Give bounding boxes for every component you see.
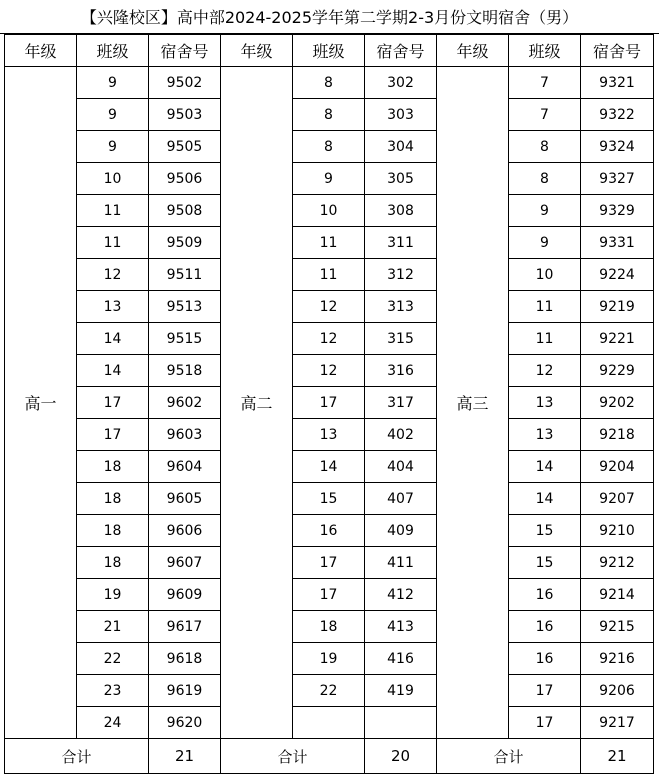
header-cell-class-2[interactable]: 班级 (293, 35, 365, 67)
room-cell[interactable]: 316 (365, 355, 437, 387)
room-cell[interactable]: 315 (365, 323, 437, 355)
class-cell[interactable]: 11 (293, 227, 365, 259)
table-row (5, 355, 654, 387)
total-label-cell[interactable]: 合计 (221, 739, 365, 774)
class-cell[interactable]: 13 (509, 387, 581, 419)
class-cell[interactable]: 11 (509, 291, 581, 323)
class-cell[interactable]: 9 (509, 227, 581, 259)
class-cell[interactable]: 19 (77, 579, 149, 611)
room-cell[interactable]: 419 (365, 675, 437, 707)
grade-cell[interactable]: 高一 (5, 67, 77, 739)
room-cell[interactable]: 407 (365, 483, 437, 515)
class-cell[interactable]: 17 (77, 419, 149, 451)
class-cell[interactable]: 11 (77, 195, 149, 227)
table-row (5, 419, 654, 451)
header-cell-room-1[interactable]: 宿舍号 (149, 35, 221, 67)
class-cell[interactable]: 12 (509, 355, 581, 387)
class-cell[interactable]: 13 (509, 419, 581, 451)
class-cell[interactable]: 14 (293, 451, 365, 483)
room-cell[interactable]: 9206 (581, 675, 654, 707)
room-cell[interactable]: 9210 (581, 515, 654, 547)
room-cell[interactable]: 9221 (581, 323, 654, 355)
class-cell[interactable]: 7 (509, 67, 581, 99)
room-cell[interactable]: 9604 (149, 451, 221, 483)
room-cell[interactable]: 9224 (581, 259, 654, 291)
table-row (5, 67, 654, 99)
class-cell[interactable]: 16 (509, 643, 581, 675)
class-cell[interactable]: 15 (509, 515, 581, 547)
room-cell[interactable]: 311 (365, 227, 437, 259)
class-cell[interactable]: 24 (77, 707, 149, 739)
room-cell[interactable]: 9215 (581, 611, 654, 643)
room-cell[interactable]: 9619 (149, 675, 221, 707)
class-cell[interactable]: 22 (293, 675, 365, 707)
grade-cell[interactable]: 高二 (221, 67, 293, 739)
table-row (5, 163, 654, 195)
room-cell[interactable]: 9515 (149, 323, 221, 355)
room-cell[interactable]: 9207 (581, 483, 654, 515)
room-cell[interactable]: 9518 (149, 355, 221, 387)
room-cell[interactable]: 308 (365, 195, 437, 227)
table-row (5, 323, 654, 355)
class-cell[interactable]: 14 (77, 323, 149, 355)
total-value-cell[interactable]: 20 (365, 739, 437, 774)
room-cell[interactable]: 9331 (581, 227, 654, 259)
class-cell[interactable]: 11 (509, 323, 581, 355)
table-row (5, 547, 654, 579)
class-cell[interactable]: 22 (77, 643, 149, 675)
class-cell[interactable]: 10 (77, 163, 149, 195)
table-row (5, 259, 654, 291)
room-cell[interactable]: 9321 (581, 67, 654, 99)
room-cell[interactable]: 9509 (149, 227, 221, 259)
room-cell[interactable]: 9327 (581, 163, 654, 195)
class-cell[interactable]: 8 (293, 131, 365, 163)
header-cell-room-2[interactable]: 宿舍号 (365, 35, 437, 67)
class-cell[interactable]: 10 (509, 259, 581, 291)
total-value-cell[interactable]: 21 (149, 739, 221, 774)
total-label-cell[interactable]: 合计 (437, 739, 581, 774)
table-row (5, 611, 654, 643)
table-row (5, 675, 654, 707)
class-cell[interactable]: 16 (293, 515, 365, 547)
class-cell[interactable]: 14 (509, 483, 581, 515)
room-cell[interactable]: 312 (365, 259, 437, 291)
room-cell[interactable] (365, 707, 437, 739)
table-row (5, 579, 654, 611)
room-cell[interactable]: 9618 (149, 643, 221, 675)
class-cell[interactable]: 16 (509, 579, 581, 611)
room-cell[interactable]: 9229 (581, 355, 654, 387)
room-cell[interactable]: 9202 (581, 387, 654, 419)
class-cell[interactable]: 8 (509, 131, 581, 163)
class-cell[interactable]: 8 (293, 67, 365, 99)
room-cell[interactable]: 409 (365, 515, 437, 547)
room-cell[interactable]: 9216 (581, 643, 654, 675)
class-cell[interactable]: 21 (77, 611, 149, 643)
room-cell[interactable]: 304 (365, 131, 437, 163)
class-cell[interactable]: 7 (509, 99, 581, 131)
table-row (5, 99, 654, 131)
table-row (5, 131, 654, 163)
header-cell-grade-2[interactable]: 年级 (221, 35, 293, 67)
room-cell[interactable]: 9508 (149, 195, 221, 227)
room-cell[interactable]: 9609 (149, 579, 221, 611)
room-cell[interactable]: 9503 (149, 99, 221, 131)
room-cell[interactable]: 402 (365, 419, 437, 451)
room-cell[interactable]: 9219 (581, 291, 654, 323)
class-cell[interactable]: 9 (77, 99, 149, 131)
class-cell[interactable]: 12 (77, 259, 149, 291)
room-cell[interactable]: 413 (365, 611, 437, 643)
class-cell[interactable]: 12 (293, 323, 365, 355)
total-value-cell[interactable]: 21 (581, 739, 654, 774)
class-cell[interactable]: 9 (509, 195, 581, 227)
room-cell[interactable]: 9620 (149, 707, 221, 739)
class-cell[interactable]: 18 (77, 515, 149, 547)
class-cell[interactable]: 9 (77, 131, 149, 163)
class-cell[interactable]: 14 (509, 451, 581, 483)
table-row (5, 483, 654, 515)
room-cell[interactable]: 9204 (581, 451, 654, 483)
room-cell[interactable]: 9218 (581, 419, 654, 451)
room-cell[interactable]: 9217 (581, 707, 654, 739)
room-cell[interactable]: 412 (365, 579, 437, 611)
room-cell[interactable]: 305 (365, 163, 437, 195)
class-cell[interactable]: 16 (509, 611, 581, 643)
class-cell[interactable]: 17 (293, 387, 365, 419)
room-cell[interactable]: 404 (365, 451, 437, 483)
room-cell[interactable]: 9329 (581, 195, 654, 227)
class-cell[interactable]: 23 (77, 675, 149, 707)
class-cell[interactable]: 10 (293, 195, 365, 227)
room-cell[interactable]: 9214 (581, 579, 654, 611)
table-row (5, 387, 654, 419)
room-cell[interactable]: 9505 (149, 131, 221, 163)
class-cell[interactable]: 9 (293, 163, 365, 195)
class-cell[interactable]: 17 (293, 579, 365, 611)
room-cell[interactable]: 317 (365, 387, 437, 419)
class-cell[interactable]: 15 (509, 547, 581, 579)
room-cell[interactable]: 9603 (149, 419, 221, 451)
class-cell[interactable]: 13 (77, 291, 149, 323)
table-row (5, 707, 654, 739)
class-cell[interactable]: 17 (509, 675, 581, 707)
room-cell[interactable]: 9322 (581, 99, 654, 131)
class-cell[interactable]: 17 (77, 387, 149, 419)
room-cell[interactable]: 9324 (581, 131, 654, 163)
room-cell[interactable]: 416 (365, 643, 437, 675)
class-cell[interactable]: 19 (293, 643, 365, 675)
class-cell[interactable]: 14 (77, 355, 149, 387)
room-cell[interactable]: 9602 (149, 387, 221, 419)
class-cell[interactable]: 13 (293, 419, 365, 451)
class-cell[interactable] (293, 707, 365, 739)
grade-cell[interactable]: 高三 (437, 67, 509, 739)
class-cell[interactable]: 9 (77, 67, 149, 99)
class-cell[interactable]: 17 (509, 707, 581, 739)
class-cell[interactable]: 18 (77, 483, 149, 515)
header-row (5, 35, 654, 67)
room-cell[interactable]: 9506 (149, 163, 221, 195)
header-cell-room-3[interactable]: 宿舍号 (581, 35, 654, 67)
room-cell[interactable]: 9606 (149, 515, 221, 547)
header-cell-class-3[interactable]: 班级 (509, 35, 581, 67)
room-cell[interactable]: 411 (365, 547, 437, 579)
table-row (5, 451, 654, 483)
room-cell[interactable]: 9605 (149, 483, 221, 515)
sheet-title: 【兴隆校区】高中部2024-2025学年第二学期2-3月份文明宿舍（男） (0, 0, 659, 34)
class-cell[interactable]: 18 (77, 451, 149, 483)
table-row (5, 195, 654, 227)
total-row (5, 739, 654, 774)
room-cell[interactable]: 9212 (581, 547, 654, 579)
class-cell[interactable]: 11 (77, 227, 149, 259)
table-row (5, 515, 654, 547)
class-cell[interactable]: 12 (293, 355, 365, 387)
class-cell[interactable]: 15 (293, 483, 365, 515)
header-cell-grade-3[interactable]: 年级 (437, 35, 509, 67)
room-cell[interactable]: 302 (365, 67, 437, 99)
class-cell[interactable]: 11 (293, 259, 365, 291)
room-cell[interactable]: 303 (365, 99, 437, 131)
header-cell-class-1[interactable]: 班级 (77, 35, 149, 67)
class-cell[interactable]: 8 (509, 163, 581, 195)
room-cell[interactable]: 9617 (149, 611, 221, 643)
room-cell[interactable]: 9607 (149, 547, 221, 579)
table-row (5, 643, 654, 675)
room-cell[interactable]: 9511 (149, 259, 221, 291)
class-cell[interactable]: 12 (293, 291, 365, 323)
total-label-cell[interactable]: 合计 (5, 739, 149, 774)
room-cell[interactable]: 9513 (149, 291, 221, 323)
header-cell-grade-1[interactable]: 年级 (5, 35, 77, 67)
table-row (5, 227, 654, 259)
table-row (5, 291, 654, 323)
class-cell[interactable]: 8 (293, 99, 365, 131)
room-cell[interactable]: 9502 (149, 67, 221, 99)
class-cell[interactable]: 17 (293, 547, 365, 579)
room-cell[interactable]: 313 (365, 291, 437, 323)
dormitory-table (4, 34, 654, 774)
class-cell[interactable]: 18 (293, 611, 365, 643)
class-cell[interactable]: 18 (77, 547, 149, 579)
